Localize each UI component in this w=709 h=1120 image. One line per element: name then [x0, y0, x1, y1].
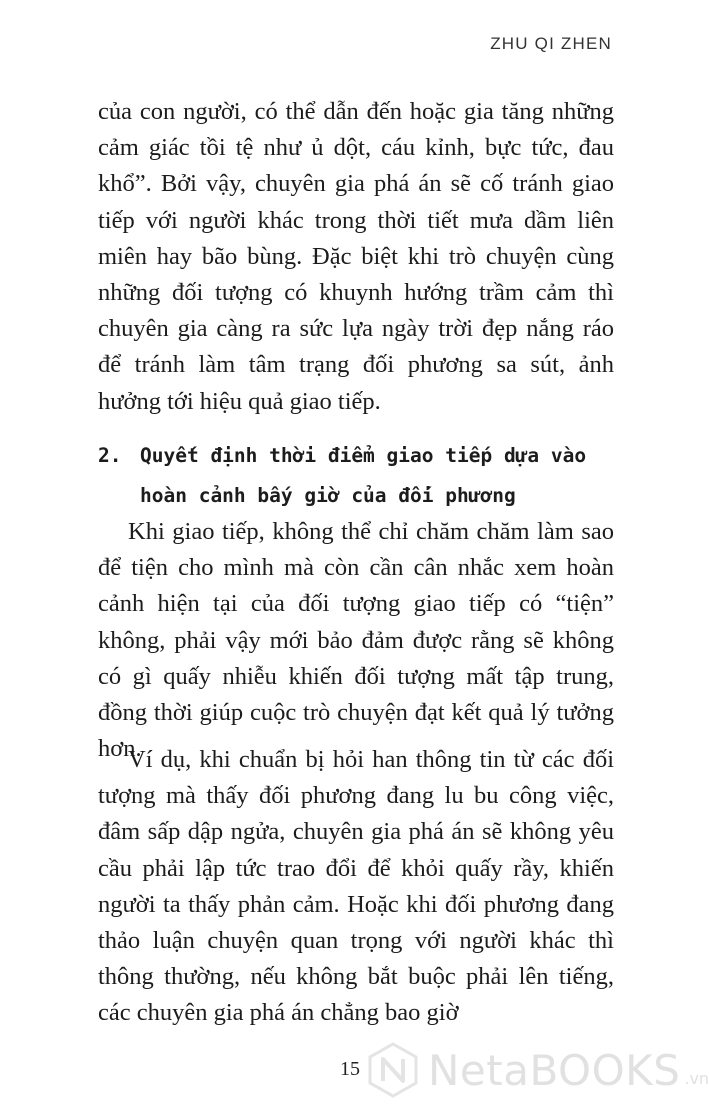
section-heading-line-2: hoàn cảnh bấy giờ của đối phương [140, 484, 516, 507]
section-heading-line-1: Quyết định thời điểm giao tiếp dựa vào [140, 444, 587, 467]
watermark-suffix: .vn [684, 1069, 709, 1088]
section-number: 2. [98, 444, 122, 467]
paragraph-example: Ví dụ, khi chuẩn bị hỏi han thông tin từ các đối tượng mà thấy đối phương đang lu bu công việc, đâm sấp dập ngửa, chuyên gia phá án sẽ không yêu cầu phải lập tức trao đổi để khỏi quấy rầy, khiến người ta thấy phản cảm. Hoặc khi đối phương đang thảo luận chuyện quan trọng với người khác thì thông thường, nếu không bắt buộc phải lên tiếng, các chuyên gia phá án chẳng bao giờ [98, 746, 614, 1027]
page-number: 15 [340, 1058, 360, 1080]
section-heading [98, 436, 618, 516]
paragraph-intro: Khi giao tiếp, không thể chỉ chăm chăm làm sao để tiện cho mình mà còn cần cân nhắc xem hoàn cảnh hiện tại của đối tượng giao tiếp có “tiện” không, phải vậy mới bảo đảm được rằng sẽ không có gì quấy nhiễu khiến đối tượng mất tập trung, đồng thời giúp cuộc trò chuyện đạt kết quả lý tưởng hơn. [98, 518, 614, 763]
watermark-logo [364, 1040, 709, 1100]
netabooks-logo-icon [364, 1041, 422, 1099]
paragraph-continuation: của con người, có thể dẫn đến hoặc gia tăng những cảm giác tồi tệ như ủ dột, cáu kỉnh, bực tức, đau khổ”. Bởi vậy, chuyên gia phá án sẽ cố tránh giao tiếp với người khác trong thời tiết mưa dầm liên miên hay bão bùng. Đặc biệt khi trò chuyện cùng những đối tượng có khuynh hướng trầm cảm thì chuyên gia càng ra sức lựa ngày trời đẹp nắng ráo để tránh làm tâm trạng đối phương sa sút, ảnh hưởng tới hiệu quả giao tiếp. [98, 98, 614, 415]
watermark-brand: NetaBOOKS [428, 1045, 681, 1095]
running-header: ZHU QI ZHEN [490, 34, 612, 53]
